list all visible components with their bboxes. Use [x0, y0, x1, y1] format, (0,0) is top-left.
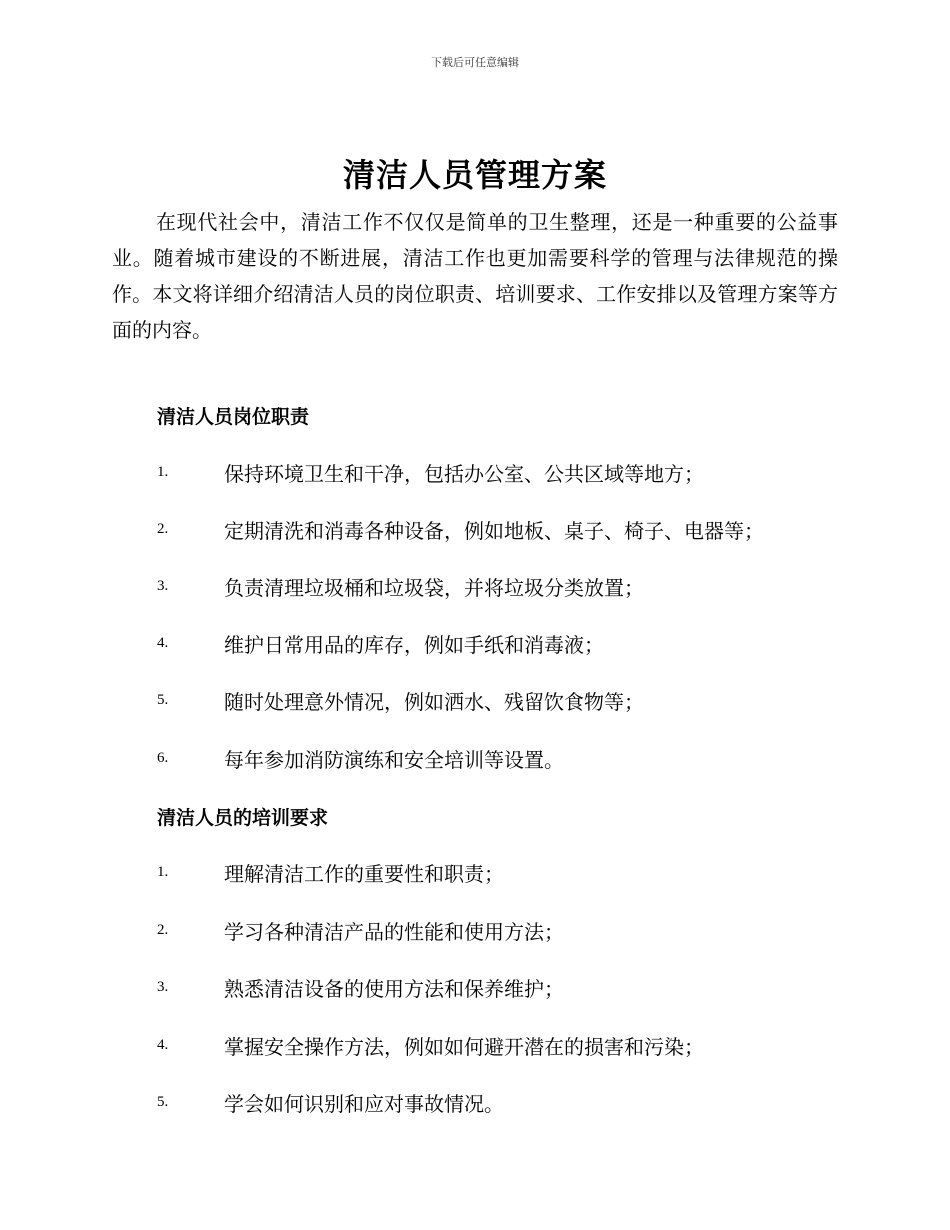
list-item-number: 5. [157, 692, 169, 708]
list-item [0, 515, 950, 545]
list-item [0, 1031, 950, 1061]
list-item-text: 定期清洗和消毒各种设备，例如地板、桌子、椅子、电器等； [224, 519, 764, 543]
list-item-number: 3. [157, 578, 169, 594]
list-item-number: 6. [157, 750, 169, 766]
section-heading-training: 清洁人员的培训要求 [157, 807, 329, 829]
list-item-text: 负责清理垃圾桶和垃圾袋，并将垃圾分类放置； [224, 576, 644, 600]
list-item-text: 掌握安全操作方法，例如如何避开潜在的损害和污染； [224, 1035, 704, 1059]
list-item [0, 458, 950, 488]
list-item-number: 3. [157, 979, 169, 995]
list-item [0, 744, 950, 774]
list-item-text: 理解清洁工作的重要性和职责； [224, 862, 504, 886]
page-header-note: 下载后可任意编辑 [431, 56, 519, 69]
list-item [0, 858, 950, 888]
document-title: 清洁人员管理方案 [342, 156, 607, 194]
list-item [0, 686, 950, 716]
list-item-number: 2. [157, 922, 169, 938]
list-item-number: 1. [157, 864, 169, 880]
list-item-text: 随时处理意外情况，例如洒水、残留饮食物等； [224, 690, 644, 714]
list-item-number: 4. [157, 1037, 169, 1053]
list-item-text: 保持环境卫生和干净，包括办公室、公共区域等地方； [224, 462, 704, 486]
list-item-text: 每年参加消防演练和安全培训等设置。 [224, 748, 564, 772]
list-item [0, 629, 950, 659]
list-item-text: 熟悉清洁设备的使用方法和保养维护； [224, 977, 564, 1001]
list-item [0, 973, 950, 1003]
list-item-number: 4. [157, 635, 169, 651]
list-item-text: 学习各种清洁产品的性能和使用方法； [224, 920, 564, 944]
list-item-number: 1. [157, 464, 169, 480]
list-item-number: 2. [157, 521, 169, 537]
list-item-text: 维护日常用品的库存，例如手纸和消毒液； [224, 633, 604, 657]
intro-paragraph: 在现代社会中，清洁工作不仅仅是简单的卫生整理，还是一种重要的公益事业。随着城市建设的不断进展，清洁工作也更加需要科学的管理与法律规范的操作。本文将详细介绍清洁人员的岗位职责、培训要求、工作安排以及管理方案等方面的内容。 [112, 210, 838, 342]
list-item [0, 916, 950, 946]
list-item [0, 572, 950, 602]
list-item [0, 1088, 950, 1118]
section-heading-duties: 清洁人员岗位职责 [157, 406, 310, 428]
list-item-number: 5. [157, 1094, 169, 1110]
list-item-text: 学会如何识别和应对事故情况。 [224, 1092, 504, 1116]
